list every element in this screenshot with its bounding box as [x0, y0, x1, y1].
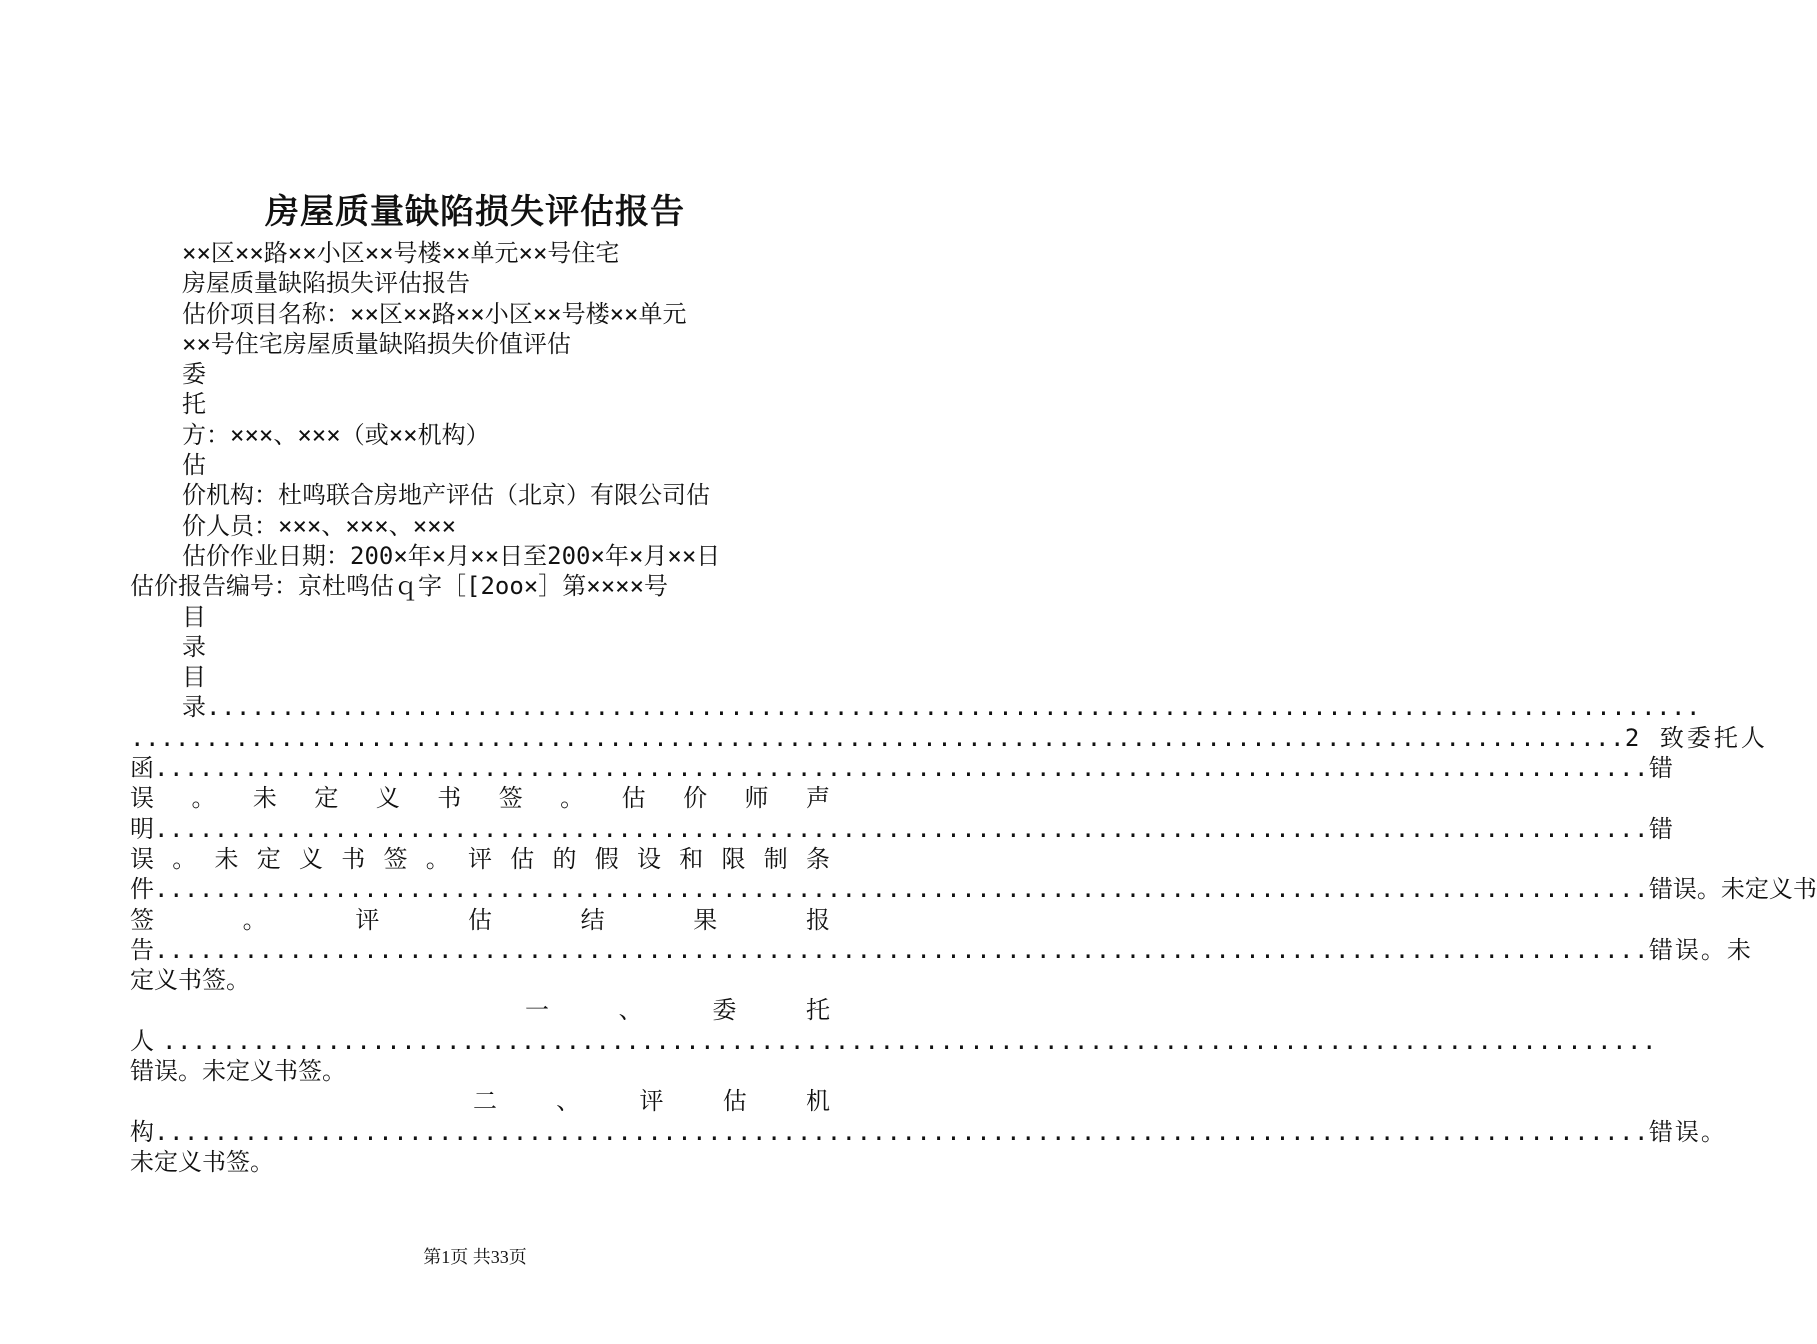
- toc-char: 签: [498, 784, 523, 813]
- toc-text: 2 致委托人: [1624, 723, 1768, 752]
- text-line: 估: [182, 451, 206, 480]
- toc-char: 误: [130, 844, 154, 873]
- toc-char: 签: [130, 905, 154, 934]
- toc-char: 。: [242, 905, 267, 934]
- toc-justified-line: [130, 783, 830, 813]
- toc-dot-leader: ....................................................................................................: [154, 814, 1649, 843]
- toc-char: 和: [679, 844, 704, 873]
- toc-char: 书: [437, 784, 462, 813]
- toc-char: 评: [355, 905, 380, 934]
- toc-char: 委: [712, 996, 737, 1025]
- toc-char: 果: [693, 905, 718, 934]
- text-line: 未定义书签。: [130, 1147, 274, 1176]
- toc-char: 结: [580, 905, 605, 934]
- toc-text: 人: [130, 1026, 154, 1055]
- toc-char: 。: [172, 844, 197, 873]
- toc-char: 误: [130, 784, 154, 813]
- toc-dot-leader: ....................................................................................................: [154, 1117, 1649, 1146]
- toc-text: 错: [1648, 754, 1673, 783]
- toc-text: 录: [182, 693, 206, 722]
- toc-dot-leader: ....................................................................................................: [154, 754, 1649, 783]
- toc-char: 定: [256, 844, 281, 873]
- toc-char: 未: [214, 844, 239, 873]
- toc-line: [130, 1117, 1727, 1147]
- toc-text: 构: [130, 1117, 154, 1146]
- text-line: 委: [182, 360, 206, 389]
- toc-char: 条: [806, 844, 830, 873]
- toc-char: 限: [721, 844, 746, 873]
- text-line: 错误。未定义书签。: [130, 1057, 346, 1086]
- text-line: 目: [182, 602, 206, 631]
- toc-char: 设: [637, 844, 661, 873]
- text-line: 目: [182, 663, 206, 692]
- toc-dot-leader: ....................................................................................................: [154, 875, 1649, 904]
- toc-char: 定: [314, 784, 339, 813]
- toc-justified-line: [130, 1086, 830, 1116]
- text-line: 估价项目名称：××区××路××小区××号楼××单元: [182, 299, 687, 328]
- toc-char: 义: [375, 784, 400, 813]
- text-line: 估价报告编号：京杜鸣估ｑ字［[2oo×］第××××号: [130, 572, 669, 601]
- text-line: 房屋质量缺陷损失评估报告: [182, 269, 470, 298]
- toc-line: [130, 692, 1701, 722]
- toc-justified-line: [130, 905, 830, 935]
- toc-char: 估: [510, 844, 535, 873]
- text-line: ××号住宅房屋质量缺陷损失价值评估: [182, 329, 571, 358]
- toc-char: 义: [299, 844, 323, 873]
- toc-char: 评: [639, 1087, 664, 1116]
- toc-char: 二: [473, 1087, 497, 1116]
- toc-char: 签: [383, 844, 408, 873]
- toc-char: 。: [191, 784, 216, 813]
- toc-text: 件: [130, 875, 154, 904]
- toc-dot-leader: ....................................................................................................: [130, 723, 1625, 752]
- toc-char: 。: [425, 844, 450, 873]
- toc-justified-line: [130, 995, 830, 1025]
- toc-text: 错: [1648, 814, 1673, 843]
- toc-char: 估: [467, 905, 492, 934]
- toc-char: 书: [341, 844, 366, 873]
- toc-char: 声: [805, 784, 830, 813]
- toc-char: 评: [468, 844, 492, 873]
- page-footer: 第1页 共33页: [423, 1247, 527, 1267]
- toc-char: 一: [525, 996, 549, 1025]
- text-line: 方：×××、×××（或××机构）: [182, 420, 490, 449]
- toc-char: 估: [722, 1087, 747, 1116]
- toc-char: 未: [252, 784, 277, 813]
- text-line: 托: [182, 390, 206, 419]
- toc-dot-leader: ....................................................................................................: [206, 693, 1701, 722]
- toc-char: 师: [744, 784, 769, 813]
- text-line: 录: [182, 632, 206, 661]
- toc-line: [130, 814, 1673, 844]
- toc-char: 报: [805, 905, 830, 934]
- text-line: 价机构：杜鸣联合房地产评估（北京）有限公司估: [182, 481, 710, 510]
- document-title: 房屋质量缺陷损失评估报告: [265, 192, 685, 232]
- toc-text: 告: [130, 935, 154, 964]
- toc-char: 机: [806, 1087, 830, 1116]
- text-line: 估价作业日期：200×年×月××日至200×年×月××日: [182, 541, 721, 570]
- toc-line: [130, 935, 1753, 965]
- toc-line: [130, 1026, 1657, 1056]
- text-line: ××区××路××小区××号楼××单元××号住宅: [182, 239, 620, 267]
- toc-char: 、: [556, 1087, 581, 1116]
- toc-justified-line: [130, 844, 830, 874]
- toc-char: 托: [805, 996, 830, 1025]
- toc-char: 的: [552, 844, 577, 873]
- toc-char: 假: [594, 844, 619, 873]
- text-line: 价人员：×××、×××、×××: [182, 511, 457, 540]
- toc-text: 错误。未: [1648, 935, 1753, 964]
- toc-text: 错误。未定义书: [1648, 875, 1817, 904]
- toc-dot-leader: ....................................................................................................: [162, 1026, 1657, 1055]
- toc-text: 函: [130, 754, 154, 783]
- toc-char: 。: [560, 784, 585, 813]
- toc-line: [130, 723, 1768, 753]
- document-body: [130, 238, 1817, 1177]
- toc-char: 、: [618, 996, 643, 1025]
- toc-line: [130, 753, 1673, 783]
- toc-char: 价: [683, 784, 708, 813]
- toc-text: 明: [130, 814, 154, 843]
- toc-text: 错误。: [1648, 1117, 1727, 1146]
- toc-line: [130, 874, 1817, 904]
- toc-char: 制: [763, 844, 788, 873]
- toc-dot-leader: ....................................................................................................: [154, 935, 1649, 964]
- toc-char: 估: [621, 784, 646, 813]
- text-line: 定义书签。: [130, 966, 250, 995]
